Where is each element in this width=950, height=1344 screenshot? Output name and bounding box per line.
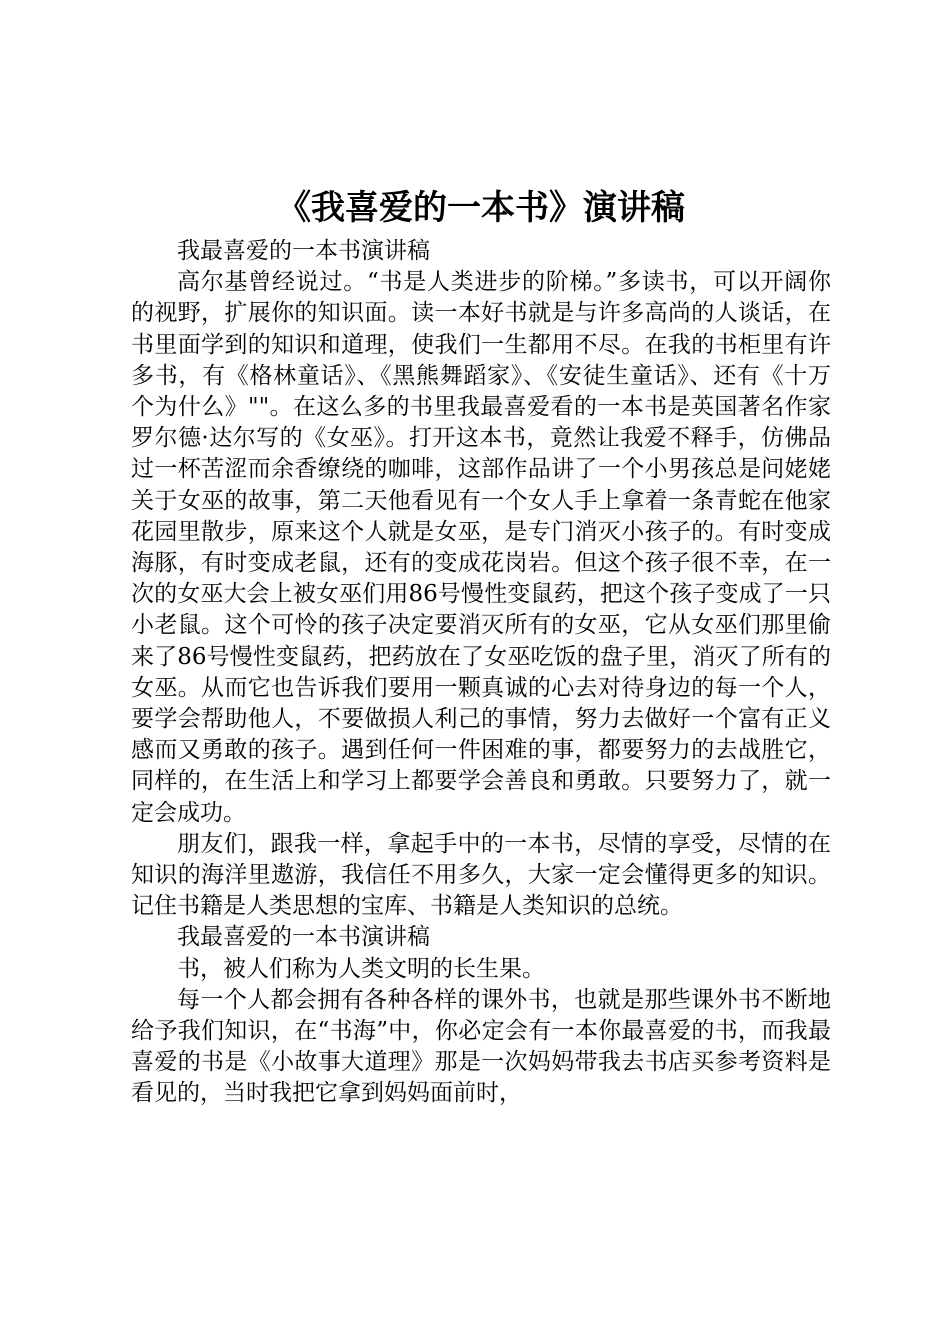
- paragraph-subtitle-2: 我最喜爱的一本书演讲稿: [177, 924, 430, 951]
- paragraph-subtitle-1: 我最喜爱的一本书演讲稿: [177, 238, 430, 264]
- paragraph-book-fruit: 书，被人们称为人类文明的长生果。: [177, 955, 545, 982]
- paragraph-favorite-book: 每一个人都会拥有各种各样的课外书，也就是那些课外书不断地给予我们知识，在“书海”中，你必定会有一本你最喜爱的书，而我最喜爱的书是《小故事大道理》那是一次妈妈带我去书店买参考资料是看见的，当时我把它拿到妈妈面前时，: [131, 986, 831, 1107]
- paragraph-witches-story: 高尔基曾经说过。“书是人类进步的阶梯。”多读书，可以开阔你的视野，扩展你的知识面。读一本好书就是与许多高尚的人谈话，在书里面学到的知识和道理，使我们一生都用不尽。在我的书柜里有许多书，有《格林童话》、《黑熊舞蹈家》、《安徒生童话》、还有《十万个为什么》""。在这么多的书里我最喜爱看的一本书是英国著名作家罗尔德·达尔写的《女巫》。打开这本书，竟然让我爱不释手，仿佛品过一杯苦涩而余香缭绕的咖啡，这部作品讲了一个小男孩总是问姥姥关于女巫的故事，第二天他看见有一个女人手上拿着一条青蛇在他家花园里散步，原来这个人就是女巫，是专门消灭小孩子的。有时变成海豚，有时变成老鼠，还有的变成花岗岩。但这个孩子很不幸，在一次的女巫大会上被女巫们用86号慢性变鼠药，把这个孩子变成了一只小老鼠。这个可怜的孩子决定要消灭所有的女巫，它从女巫们那里偷来了86号慢性变鼠药，把药放在了女巫吃饭的盘子里，消灭了所有的女巫。从而它也告诉我们要用一颗真诚的心去对待身边的每一个人，要学会帮助他人，不要做损人利己的事情，努力去做好一个富有正义感而又勇敢的孩子。遇到任何一件困难的事，都要努力的去战胜它，同样的，在生活上和学习上都要学会善良和勇敢。只要努力了，就一定会成功。: [131, 269, 831, 826]
- paragraph-friends: 朋友们，跟我一样，拿起手中的一本书，尽情的享受，尽情的在知识的海洋里遨游，我信任不用多久，大家一定会懂得更多的知识。记住书籍是人类思想的宝库、书籍是人类知识的总统。: [131, 830, 831, 920]
- document-title: 《我喜爱的一本书》演讲稿: [277, 188, 685, 228]
- document-body: [131, 236, 831, 1110]
